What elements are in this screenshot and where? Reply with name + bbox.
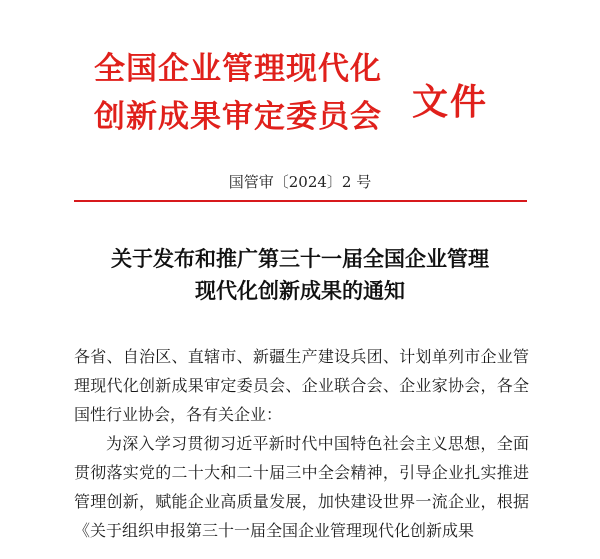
- issuer-name-line2: 创新成果审定委员会: [94, 99, 382, 135]
- notice-title-line2: 现代化创新成果的通知: [195, 278, 405, 303]
- red-divider: [74, 200, 527, 202]
- addressee-paragraph: 各省、自治区、直辖市、新疆生产建设兵团、计划单列市企业管理现代化创新成果审定委员会、企业联合会、企业家协会，各全国性行业协会，各有关企业：: [74, 347, 529, 424]
- document-body: [74, 342, 529, 545]
- issuer-name-line1: 全国企业管理现代化: [94, 51, 382, 87]
- notice-title-line1: 关于发布和推广第三十一届全国企业管理: [111, 246, 489, 271]
- document-type-label: 文件: [412, 81, 489, 123]
- document-number: 国管审〔2024〕2 号: [228, 173, 372, 191]
- body-paragraph-1: 为深入学习贯彻习近平新时代中国特色社会主义思想，全面贯彻落实党的二十大和二十届三中全会精神，引导企业扎实推进管理创新，赋能企业高质量发展，加快建设世界一流企业，根据《关于组织申报第三十一届全国企业管理现代化创新成果: [74, 434, 529, 540]
